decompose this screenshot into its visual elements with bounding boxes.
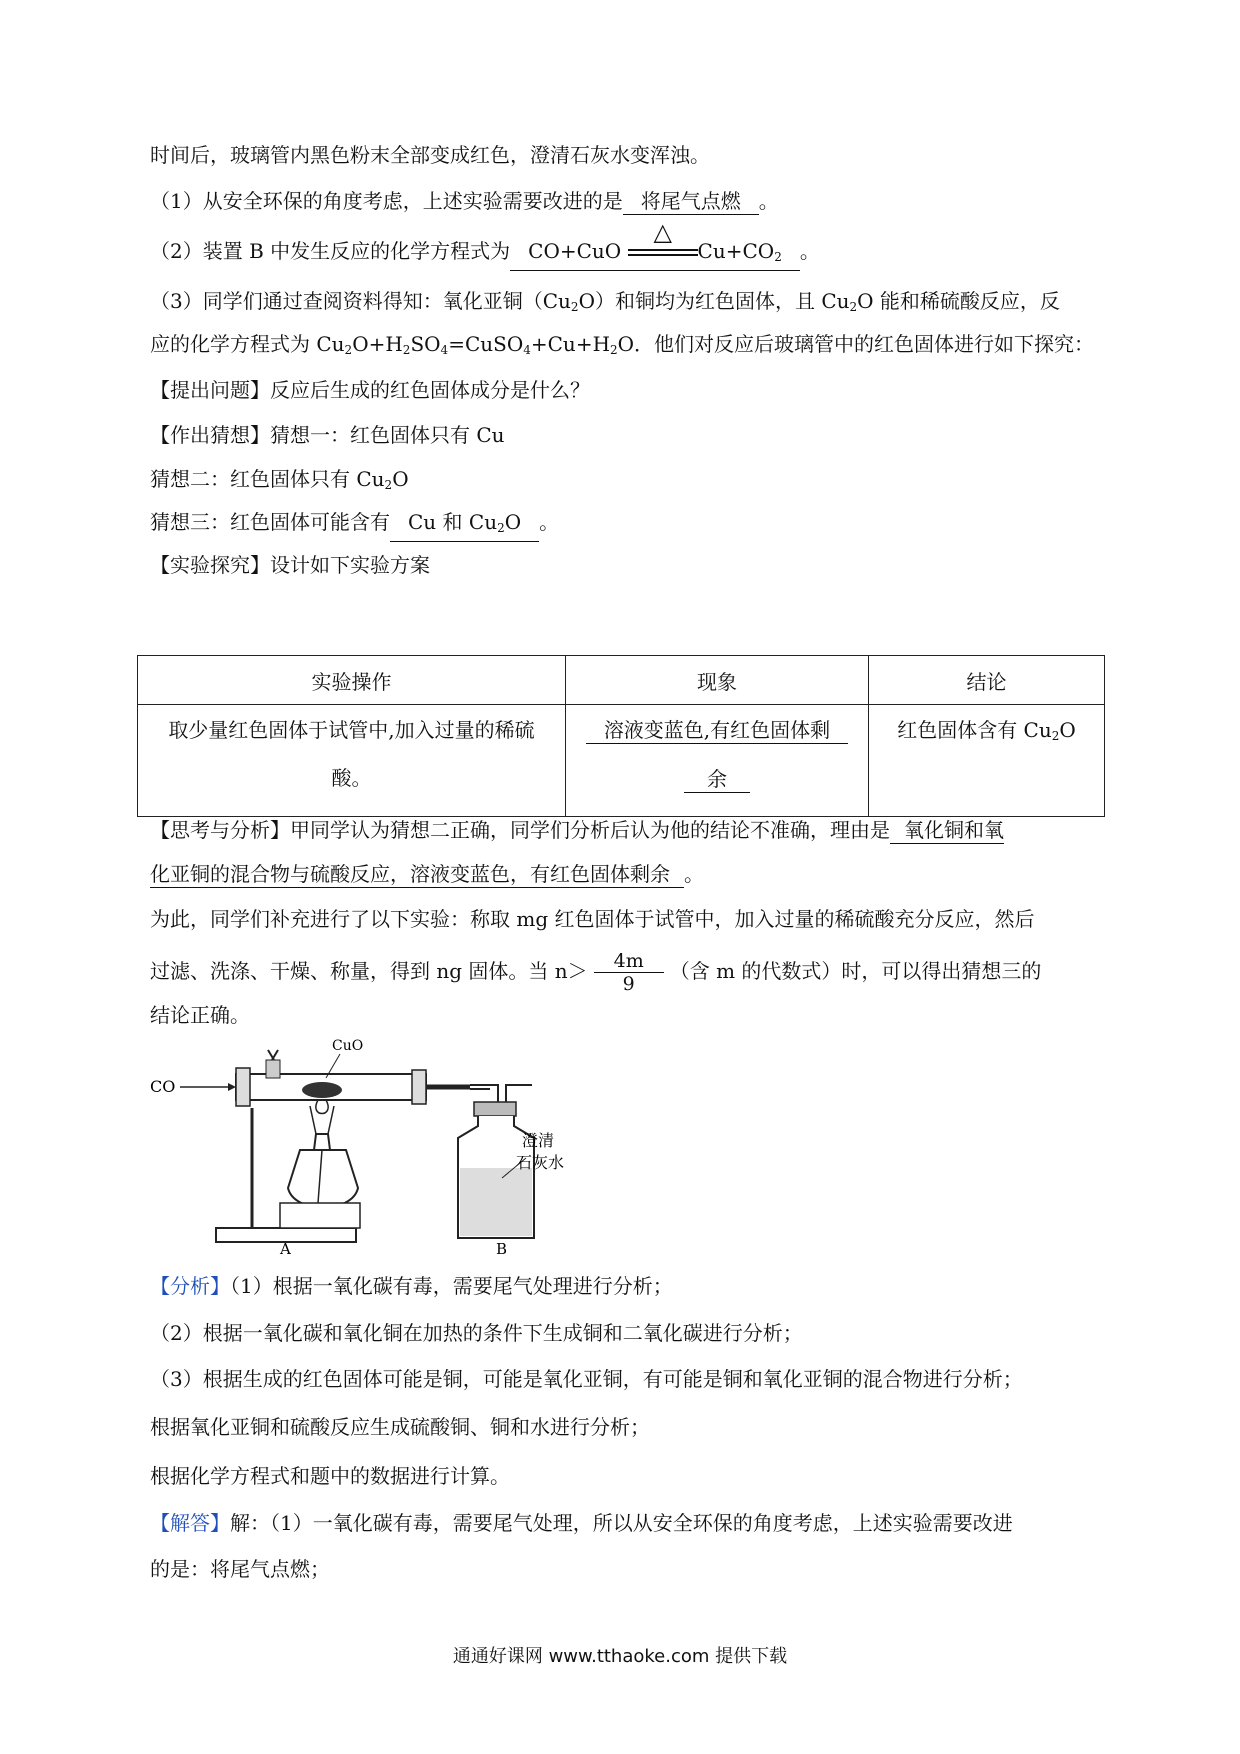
subscript: 2 <box>384 478 393 492</box>
question-text: （1）从安全环保的角度考虑，上述实验需要改进的是 <box>150 189 623 213</box>
text: （3）根据生成的红色固体可能是铜，可能是氧化亚铜，有可能是铜和氧化亚铜的混合物进行分析； <box>150 1367 1023 1391</box>
text: 【实验探究】设计如下实验方案 <box>150 553 430 577</box>
experiment-table <box>137 655 1105 817</box>
limewater-label-2: 石灰水 <box>516 1153 565 1172</box>
table-header-row <box>138 656 1105 705</box>
ask-question <box>150 377 1100 403</box>
subscript: 2 <box>1051 729 1060 743</box>
text: O 能和稀硫酸反应，反 <box>857 289 1060 313</box>
apparatus-label-b: B <box>496 1240 508 1256</box>
question-text: （2）装置 B 中发生反应的化学方程式为 <box>150 239 511 263</box>
cell-text: O <box>1059 718 1076 742</box>
answer-blank: 将尾气点燃 <box>623 188 759 215</box>
analysis-line1 <box>150 1273 1100 1299</box>
text: +Cu+H <box>530 332 611 356</box>
subscript: 2 <box>610 343 618 357</box>
explore-heading <box>150 552 1100 578</box>
cell-text: 取少量红色固体于试管中,加入过量的稀硫 <box>168 718 535 742</box>
apparatus-label-a: A <box>280 1240 291 1256</box>
subscript: 2 <box>849 300 858 314</box>
analysis-line3 <box>150 1366 1100 1392</box>
text: Cu 和 Cu <box>408 510 498 534</box>
question-1 <box>150 188 1100 215</box>
lamp-stand <box>280 1203 360 1228</box>
solution-tag: 【解答】 <box>150 1511 230 1535</box>
text: 的是：将尾气点燃； <box>150 1557 330 1581</box>
subscript: 2 <box>774 250 782 264</box>
table-row <box>138 705 1105 817</box>
fraction-denominator: 9 <box>622 973 635 995</box>
answer-blank: 余 <box>684 766 750 793</box>
subscript: 4 <box>440 343 449 357</box>
cell-text: 红色固体含有 Cu <box>897 718 1052 742</box>
text: O）和铜均为红色固体，且 Cu <box>578 289 850 313</box>
fraction-numerator: 4m <box>594 950 664 973</box>
answer-equation <box>510 218 800 271</box>
table-cell-operation <box>138 705 566 817</box>
text: 猜想三：红色固体可能含有 <box>150 510 390 534</box>
text: 【思考与分析】甲同学认为猜想二正确，同学们分析后认为他的结论不准确，理由是 <box>150 818 890 842</box>
text-line <box>150 142 1100 168</box>
tube-stopper-right <box>412 1070 426 1104</box>
think-line1 <box>150 817 1100 844</box>
text: 【提出问题】反应后生成的红色固体成分是什么？ <box>150 378 590 402</box>
cuo-powder <box>302 1082 342 1098</box>
text: O+H <box>352 332 403 356</box>
guess-3 <box>150 509 1100 542</box>
cell-text: 酸。 <box>331 766 372 790</box>
analysis-line4 <box>150 1414 1100 1440</box>
guess-1 <box>150 422 1100 448</box>
fraction-answer <box>594 950 664 995</box>
punct: 。 <box>684 862 704 886</box>
punct: 。 <box>758 189 779 213</box>
page-footer: 通通好课网 www.tthaoke.com 提供下载 <box>452 1646 788 1667</box>
table-header: 结论 <box>869 656 1105 705</box>
solution-line1 <box>150 1510 1100 1536</box>
limewater-label-1: 澄清 <box>522 1131 555 1150</box>
text: 猜想二：红色固体只有 Cu <box>150 467 385 491</box>
question-2 <box>150 218 1100 271</box>
subscript: 2 <box>344 343 353 357</box>
answer-blank: 化亚铜的混合物与硫酸反应，溶液变蓝色，有红色固体剩余 <box>150 861 684 888</box>
reaction-condition-arrow <box>628 218 698 256</box>
answer-blank: 溶液变蓝色,有红色固体剩 <box>586 717 848 744</box>
conclusion-line <box>150 1002 1100 1028</box>
heat-triangle-icon: △ <box>653 218 673 246</box>
table-cell-conclusion <box>869 705 1105 817</box>
co-arrowhead <box>228 1083 236 1091</box>
equation-left: CO+CuO <box>528 239 622 263</box>
co-label: CO <box>150 1077 176 1096</box>
subscript: 2 <box>570 300 579 314</box>
table-cell-phenomenon <box>566 705 869 817</box>
answer-blank: 氧化铜和氧 <box>890 817 1004 844</box>
cuo-label: CuO <box>332 1038 364 1054</box>
subscript: 2 <box>497 521 505 535</box>
limewater <box>460 1168 532 1236</box>
table-header: 实验操作 <box>138 656 566 705</box>
text: 解：（1）一氧化碳有毒，需要尾气处理，所以从安全环保的角度考虑，上述实验需要改进 <box>230 1511 1013 1535</box>
text: 结论正确。 <box>150 1003 250 1027</box>
text: 过滤、洗涤、干燥、称量，得到 ng 固体。当 n＞ <box>150 959 588 983</box>
text: 时间后，玻璃管内黑色粉末全部变成红色，澄清石灰水变浑浊。 <box>150 143 710 167</box>
cell-text-wrap <box>567 766 867 793</box>
text: （2）根据一氧化碳和氧化铜在加热的条件下生成铜和二氧化碳进行分析； <box>150 1321 803 1345</box>
text: O．他们对反应后玻璃管中的红色固体进行如下探究： <box>617 332 1095 356</box>
text: 为此，同学们补充进行了以下实验：称取 mg 红色固体于试管中，加入过量的稀硫酸充分反应，然后 <box>150 907 1035 931</box>
text: 根据化学方程式和题中的数据进行计算。 <box>150 1464 510 1488</box>
text: （3）同学们通过查阅资料得知：氧化亚铜（Cu <box>150 289 571 313</box>
cell-text-wrap <box>870 717 1103 749</box>
text: （1）根据一氧化碳有毒，需要尾气处理进行分析； <box>230 1274 673 1298</box>
analysis-line5 <box>150 1463 1100 1489</box>
table-header: 现象 <box>566 656 869 705</box>
question-3-line1 <box>150 288 1100 320</box>
analysis-line2 <box>150 1320 1100 1346</box>
apparatus-diagram <box>140 1038 570 1256</box>
equals-bar <box>628 249 698 256</box>
analysis-tag: 【分析】 <box>150 1274 230 1298</box>
equation-right: Cu+CO <box>697 239 775 263</box>
clamp <box>268 1050 278 1060</box>
flame <box>310 1100 334 1134</box>
answer-blank <box>390 509 539 542</box>
text: 【作出猜想】猜想一：红色固体只有 Cu <box>150 423 505 447</box>
filter-line <box>150 950 1100 995</box>
text: O <box>392 467 409 491</box>
text: 应的化学方程式为 Cu <box>150 332 345 356</box>
bottle-stopper <box>474 1102 516 1116</box>
alcohol-lamp <box>288 1134 358 1208</box>
text: =CuSO <box>448 332 524 356</box>
subscript: 2 <box>402 343 411 357</box>
think-line2 <box>150 861 1100 888</box>
question-3-line2 <box>150 331 1100 363</box>
punct: 。 <box>539 510 560 534</box>
tube-stopper-left <box>236 1068 250 1106</box>
guess-2 <box>150 466 1100 498</box>
text: SO <box>410 332 441 356</box>
subscript: 4 <box>523 343 531 357</box>
text: O <box>504 510 522 534</box>
clamp-body <box>266 1060 280 1078</box>
punct: 。 <box>799 239 820 263</box>
solution-line2 <box>150 1556 1100 1582</box>
text: （含 m 的代数式）时，可以得出猜想三的 <box>669 959 1042 983</box>
cell-text-wrap <box>567 717 867 744</box>
text: 根据氧化亚铜和硫酸反应生成硫酸铜、铜和水进行分析； <box>150 1415 650 1439</box>
supplement-line <box>150 906 1100 932</box>
